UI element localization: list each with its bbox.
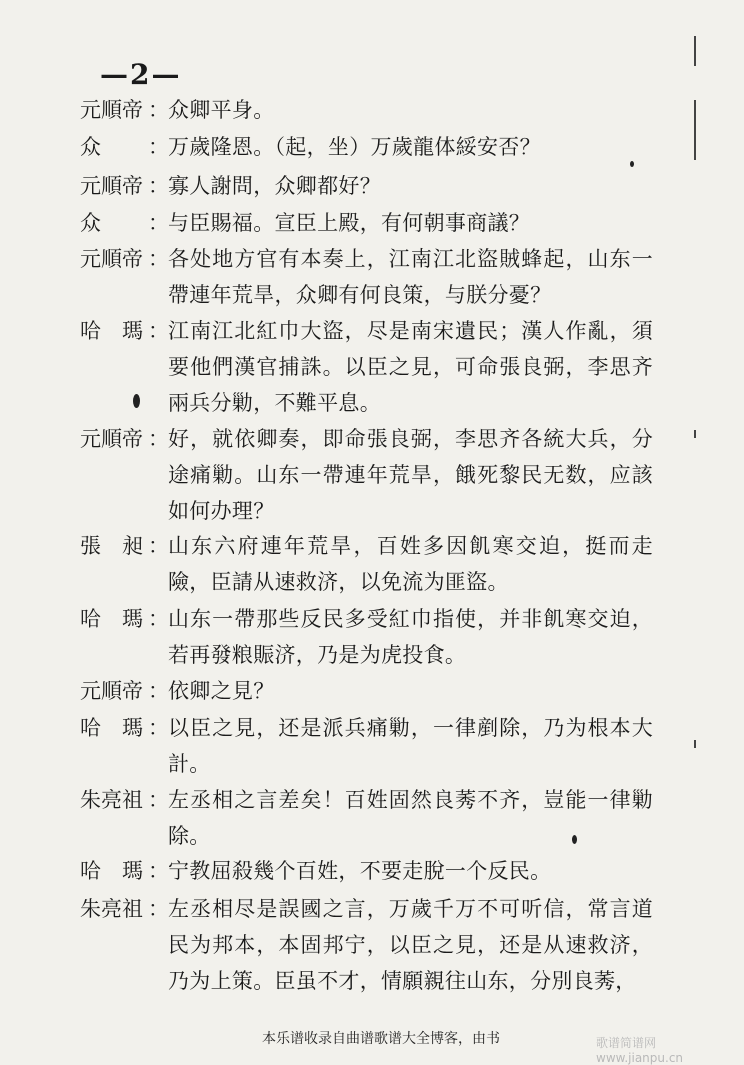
speaker-name: 众 bbox=[80, 135, 101, 159]
colon: ： bbox=[148, 534, 169, 558]
speech-text: 好，就依卿奏，即命張良弼，李思齐各統大兵，分途痛勦。山东一帶連年荒旱，餓死黎民无数，应該如何办理？ bbox=[168, 427, 653, 523]
page-footer bbox=[0, 1024, 744, 1065]
speaker-name: 元順帝 bbox=[80, 98, 143, 122]
speech-text: 与臣賜福。宣臣上殿，有何朝事商議？ bbox=[168, 211, 531, 235]
speaker-name: 朱亮祖 bbox=[80, 897, 143, 921]
colon: ： bbox=[148, 716, 169, 740]
speech-text: 左丞相之言差矣！百姓固然良莠不齐，豈能一律勦除。 bbox=[168, 788, 653, 848]
ink-speck bbox=[572, 835, 577, 844]
speaker-name: 張 昶 bbox=[80, 534, 143, 558]
speaker-name: 哈 瑪 bbox=[80, 319, 143, 343]
speech-text: 宁教屈殺幾个百姓，不要走脫一个反民。 bbox=[168, 859, 552, 883]
colon: ： bbox=[148, 211, 169, 235]
colon: ： bbox=[148, 98, 169, 122]
colon: ： bbox=[148, 859, 169, 883]
footer-note: 本乐谱收录自曲谱歌谱大全博客，由书 bbox=[262, 1031, 500, 1047]
speech-text: 寡人謝問，众卿都好？ bbox=[168, 174, 381, 198]
colon: ： bbox=[148, 319, 169, 343]
colon: ： bbox=[148, 679, 169, 703]
speech-text: 依卿之見？ bbox=[168, 679, 275, 703]
margin-rule bbox=[694, 430, 696, 438]
speaker-name: 元順帝 bbox=[80, 679, 143, 703]
speech-text: 万歲隆恩。（起，坐）万歲龍体綏安否？ bbox=[168, 135, 541, 159]
colon: ： bbox=[148, 788, 169, 812]
margin-rule bbox=[694, 740, 696, 748]
margin-rule bbox=[694, 100, 696, 160]
colon: ： bbox=[148, 135, 169, 159]
colon: ： bbox=[148, 607, 169, 631]
speaker-name: 众 bbox=[80, 211, 101, 235]
colon: ： bbox=[148, 247, 169, 271]
ink-speck bbox=[133, 394, 140, 408]
speech-text: 以臣之見，还是派兵痛勦，一律剷除，乃为根本大計。 bbox=[168, 716, 653, 776]
ink-speck bbox=[630, 161, 634, 167]
speech-text: 山东一帶那些反民多受紅巾指使，并非飢寒交迫，若再發粮賑济，乃是为虎投食。 bbox=[168, 607, 653, 667]
speaker-name: 哈 瑪 bbox=[80, 607, 143, 631]
speech-text: 众卿平身。 bbox=[168, 98, 275, 122]
speech-text: 左丞相尽是誤國之言，万歲千万不可听信，常言道民为邦本，本固邦宁，以臣之見，还是从速救济，乃为上策。臣虽不才，情願親往山东，分別良莠， bbox=[168, 897, 653, 993]
page-number: —2— bbox=[100, 58, 182, 91]
speaker-name: 哈 瑪 bbox=[80, 859, 143, 883]
colon: ： bbox=[148, 427, 169, 451]
margin-rule bbox=[694, 36, 696, 66]
speaker-name: 元順帝 bbox=[80, 247, 143, 271]
speech-text: 各处地方官有本奏上，江南江北盜賊蜂起，山东一帶連年荒旱，众卿有何良策，与朕分憂？ bbox=[168, 247, 653, 307]
colon: ： bbox=[148, 897, 169, 921]
speech-text: 江南江北紅巾大盜，尽是南宋遺民；漢人作亂，須要他們漢官捕誅。以臣之見，可命張良弼，李思齐兩兵分勦，不難平息。 bbox=[168, 319, 653, 415]
speech-text: 山东六府連年荒旱，百姓多因飢寒交迫，挺而走險，臣請从速救济，以免流为匪盜。 bbox=[168, 534, 653, 594]
speaker-name: 朱亮祖 bbox=[80, 788, 143, 812]
speaker-name: 元順帝 bbox=[80, 174, 143, 198]
colon: ： bbox=[148, 174, 169, 198]
watermark: 歌谱简谱网 www.jianpu.cn bbox=[596, 1036, 684, 1065]
speaker-name: 元順帝 bbox=[80, 427, 143, 451]
speaker-name: 哈 瑪 bbox=[80, 716, 143, 740]
